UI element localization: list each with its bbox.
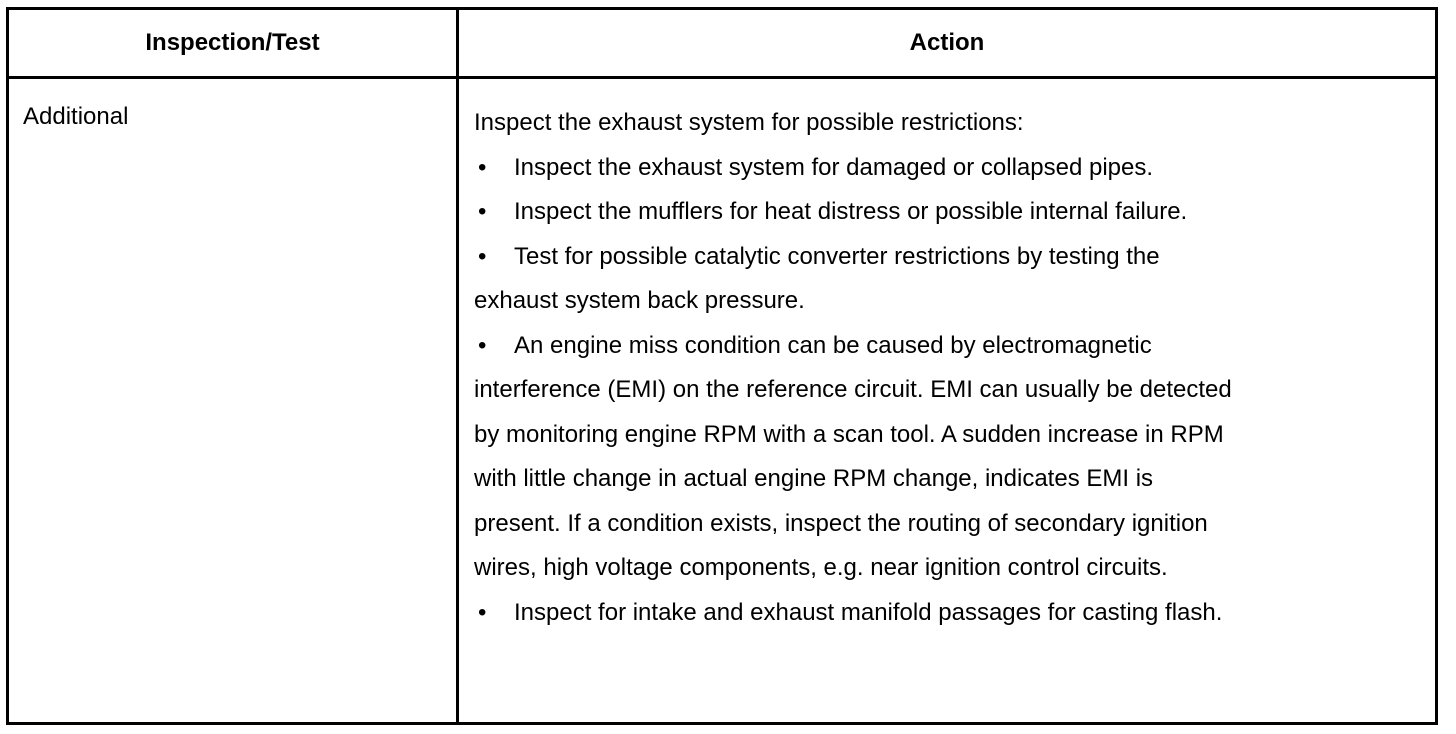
bullet-text: Inspect for intake and exhaust manifold passages for casting flash.	[514, 598, 1223, 626]
bullet-continuation: present. If a condition exists, inspect the routing of secondary ignition	[474, 509, 1208, 537]
bullet-continuation: with little change in actual engine RPM change, indicates EMI is	[474, 465, 1154, 492]
bullet-icon: •	[478, 153, 487, 181]
bullet-text: Inspect the exhaust system for damaged or collapsed pipes.	[514, 153, 1154, 181]
bullet-continuation: exhaust system back pressure.	[474, 287, 805, 314]
bullet-item	[474, 235, 1374, 280]
action-intro: Inspect the exhaust system for possible restrictions:	[474, 109, 1024, 136]
bullet-icon: •	[478, 331, 487, 359]
bullet-text: An engine miss condition can be caused by electromagnetic	[514, 331, 1152, 359]
bullet-item	[474, 591, 1374, 636]
inspection-table	[6, 7, 1438, 725]
header-divider	[9, 76, 1435, 79]
bullet-continuation: by monitoring engine RPM with a scan tool. A sudden increase in RPM	[474, 420, 1224, 448]
bullet-continuation: wires, high voltage components, e.g. near ignition control circuits.	[474, 554, 1168, 581]
header-inspection-test: Inspection/Test	[145, 29, 320, 56]
bullet-item	[474, 146, 1374, 191]
bullet-text: Test for possible catalytic converter restrictions by testing the	[514, 242, 1160, 270]
bullet-icon: •	[478, 598, 487, 626]
bullet-continuation: interference (EMI) on the reference circuit. EMI can usually be detected	[474, 376, 1232, 403]
column-divider	[456, 10, 459, 722]
bullet-icon: •	[478, 198, 487, 225]
bullet-text: Inspect the mufflers for heat distress or possible internal failure.	[514, 198, 1188, 225]
bullet-icon: •	[478, 242, 487, 270]
row-test-label: Additional	[23, 103, 129, 130]
bullet-item	[474, 324, 1374, 369]
bullet-item	[474, 190, 1374, 235]
action-cell	[474, 101, 1374, 635]
header-action: Action	[909, 29, 985, 56]
